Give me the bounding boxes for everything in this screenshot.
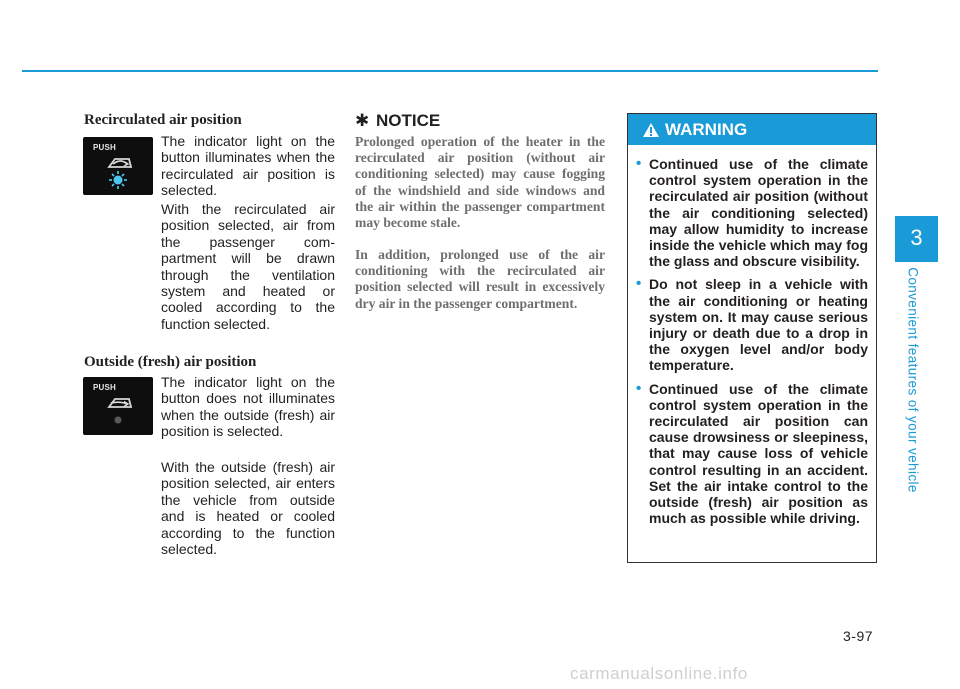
chapter-title: Convenient features of your vehicle <box>905 267 921 493</box>
notice-text-2: In addition, prolonged use of the air conditioning with the recirculated air position selected will result in excessively dry air in the passenger compartment. <box>355 247 605 311</box>
notice-text-1: Prolonged operation of the heater in the recirculated air position (without air conditioning selected) may cause fogging of the windshield and side windows and the air within the passenger compartment may become stale. <box>355 134 605 231</box>
header-rule <box>22 70 878 72</box>
chapter-sidebar <box>905 265 921 495</box>
bullet-icon: • <box>636 275 642 293</box>
outside-air-button-image <box>83 377 153 435</box>
outside-indicator-text: The indicator light on the button does not illuminates when the outside (fresh) air position is selected. <box>161 374 335 440</box>
warning-list <box>636 156 868 533</box>
warning-title: WARNING <box>665 120 748 139</box>
warning-triangle-icon <box>642 122 660 138</box>
chapter-tab <box>895 216 938 262</box>
list-item: • Do not sleep in a vehicle with the air conditioning or heating system on. It may cause serious injury or death due to a drop in the oxygen level and/or body temperature. <box>636 275 868 374</box>
outside-air-icon <box>83 377 153 435</box>
push-label: PUSH <box>93 383 117 392</box>
push-label: PUSH <box>93 143 117 152</box>
recirculation-button-image <box>83 137 153 195</box>
notice-title <box>355 111 440 131</box>
notice-star-icon: ✱ <box>355 111 370 131</box>
recirculation-icon <box>83 137 153 195</box>
warning-header <box>628 114 876 145</box>
outside-description-text: With the outside (fresh) air position selected, air enters the vehicle from outside and is heated or cooled according to the function selected. <box>161 459 335 558</box>
list-item: • Continued use of the climate control system operation in the recirculated air position can cause drowsiness or sleepiness, that may cause loss of vehicle control resulting in an accident. Set the air intake control to the outside (fresh) air position as much as possible while driving. <box>636 379 868 527</box>
recirc-description-text: With the recirculated air position selected, air from the passenger compartment will be drawn through the ventilation system and heated or cooled according to the function selected. <box>161 201 335 332</box>
recirc-indicator-text: The indicator light on the button illuminates when the recirculated air position is selected. <box>161 133 335 199</box>
bullet-icon: • <box>636 379 642 397</box>
chapter-number: 3 <box>910 225 923 250</box>
outside-air-heading: Outside (fresh) air position <box>84 354 257 370</box>
warning-box <box>627 113 877 563</box>
watermark: carmanualsonline.info <box>570 664 748 683</box>
page-number: 3-97 <box>843 628 874 644</box>
recirculated-heading: Recirculated air position <box>84 112 242 128</box>
bullet-icon: • <box>636 155 642 172</box>
list-item: • Continued use of the climate control system operation in the recirculated air position (without the air conditioning selected) may allow humidity to increase inside the vehicle which may fog the glass and obscure visibility. <box>636 155 868 270</box>
notice-title-text: NOTICE <box>375 111 441 130</box>
